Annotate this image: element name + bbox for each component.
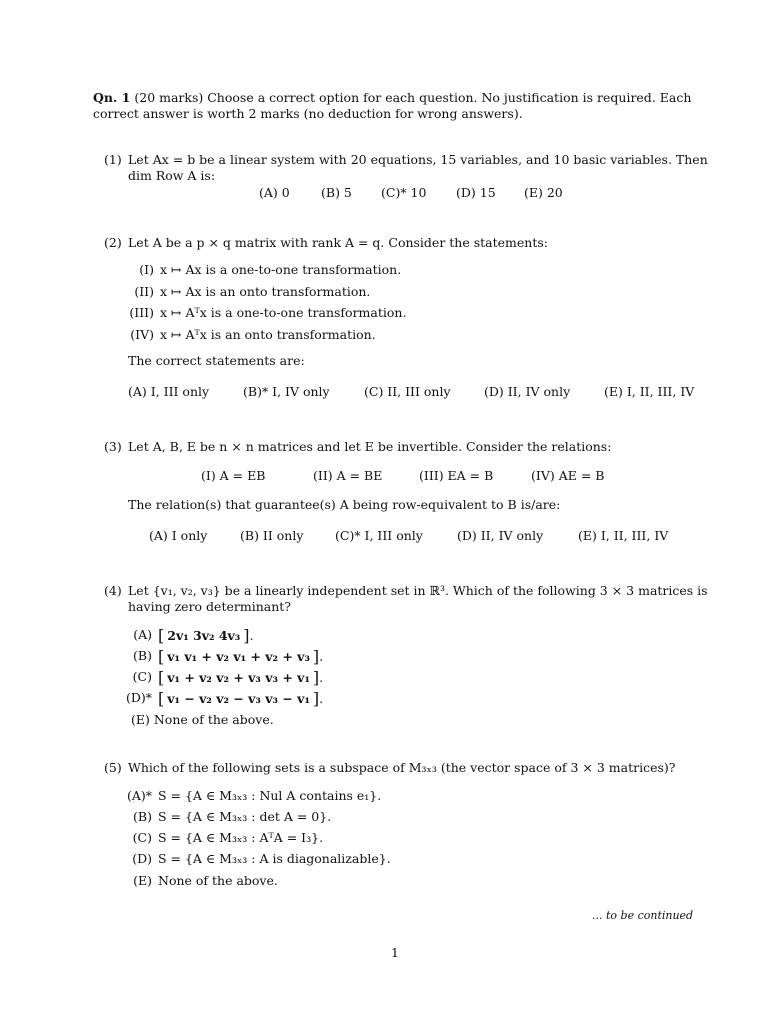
q2-statement-label: (II) [134,284,154,299]
q2-option-c: (C) II, III only [364,384,451,399]
q3-relation: (I) A = EB [201,468,266,483]
q3-option-d: (D) II, IV only [457,528,544,543]
continued-note: ... to be continued [592,909,694,922]
q4-option-matrix: [ v₁ − v₂ v₂ − v₃ v₃ − v₁ ]. [158,689,324,708]
q2-statement-text: x ↦ Aᵀx is an onto transformation. [160,327,376,342]
left-bracket: [ [158,626,165,645]
q5-option-text: None of the above. [158,873,278,888]
q5-option-label: (D) [132,851,152,866]
q2-option-d: (D) II, IV only [484,384,571,399]
question-intro-line2: correct answer is worth 2 marks (no deduction for wrong answers). [93,106,523,121]
q5-option-text: S = {A ∈ M₃ₓ₃ : A is diagonalizable}. [158,851,391,866]
q1-option-c: (C)* 10 [381,185,427,200]
q4-option-e: (E) None of the above. [131,712,274,727]
q2-statement-label: (IV) [130,327,154,342]
q1-text-line2: dim Row A is: [128,168,216,183]
q4-option-label: (D)* [125,690,152,705]
q4-option-label: (C) [132,669,152,684]
question-intro-line1: Qn. 1 (20 marks) Choose a correct option for each question. No justification is required. Each [93,90,692,105]
q2-prompt: The correct statements are: [128,353,305,368]
q4-option-matrix: [ 2v₁ 3v₂ 4v₃ ]. [158,626,254,645]
q4-text-line2: having zero determinant? [128,599,291,614]
q5-option-label: (C) [132,830,152,845]
q2-option-b: (B)* I, IV only [243,384,330,399]
q4-option-matrix: [ v₁ v₁ + v₂ v₁ + v₂ + v₃ ]. [158,647,324,666]
question-number: Qn. 1 [93,90,131,105]
q5-option-text: S = {A ∈ M₃ₓ₃ : AᵀA = I₃}. [158,830,324,845]
q2-statement-text: x ↦ Ax is an onto transformation. [160,284,371,299]
q3-prompt: The relation(s) that guarantee(s) A being row-equivalent to B is/are: [128,497,561,512]
q5-number: (5) [104,760,122,775]
q3-relation: (III) EA = B [419,468,494,483]
q2-option-a: (A) I, III only [128,384,210,399]
q5-option-label: (A)* [126,788,152,803]
q3-option-e: (E) I, II, III, IV [578,528,669,543]
q4-option-label: (A) [133,627,152,642]
left-bracket: [ [158,668,165,687]
q2-option-e: (E) I, II, III, IV [604,384,695,399]
q5-text: Which of the following sets is a subspace of M₃ₓ₃ (the vector space of 3 × 3 matrices)? [128,760,676,775]
q1-text-line1: Let Ax = b be a linear system with 20 equations, 15 variables, and 10 basic variables. Then [128,152,708,167]
q3-relation: (IV) AE = B [531,468,605,483]
q1-option-d: (D) 15 [456,185,496,200]
q1-option-e: (E) 20 [524,185,563,200]
q2-statement-text: x ↦ Ax is a one-to-one transformation. [160,262,402,277]
q3-number: (3) [104,439,122,454]
q5-option-text: S = {A ∈ M₃ₓ₃ : Nul A contains e₁}. [158,788,382,803]
left-bracket: [ [158,647,165,666]
q5-option-label: (B) [133,809,152,824]
q5-option-text: S = {A ∈ M₃ₓ₃ : det A = 0}. [158,809,332,824]
q2-statement-label: (III) [129,305,154,320]
right-bracket: ] [312,689,320,708]
q1-option-a: (A) 0 [259,185,290,200]
q1-option-b: (B) 5 [321,185,352,200]
q3-option-c: (C)* I, III only [335,528,423,543]
right-bracket: ] [312,668,320,687]
q2-statement-label: (I) [139,262,154,277]
right-bracket: ] [312,647,320,666]
page-number: 1 [391,945,399,960]
right-bracket: ] [243,626,250,645]
q5-option-label: (E) [133,873,152,888]
q3-option-a: (A) I only [149,528,208,543]
left-bracket: [ [158,689,165,708]
q2-statement-text: x ↦ Aᵀx is a one-to-one transformation. [160,305,407,320]
q4-option-matrix: [ v₁ + v₂ v₂ + v₃ v₃ + v₁ ]. [158,668,324,687]
q4-number: (4) [104,583,122,598]
q3-option-b: (B) II only [240,528,304,543]
q4-option-label: (B) [133,648,152,663]
q1-number: (1) [104,152,122,167]
q4-text-line1: Let {v₁, v₂, v₃} be a linearly independent set in ℝ³. Which of the following 3 × 3 matrices is [128,583,708,598]
q2-number: (2) [104,235,122,250]
q3-text: Let A, B, E be n × n matrices and let E be invertible. Consider the relations: [128,439,612,454]
q2-text: Let A be a p × q matrix with rank A = q. Consider the statements: [128,235,548,250]
q3-relation: (II) A = BE [313,468,383,483]
